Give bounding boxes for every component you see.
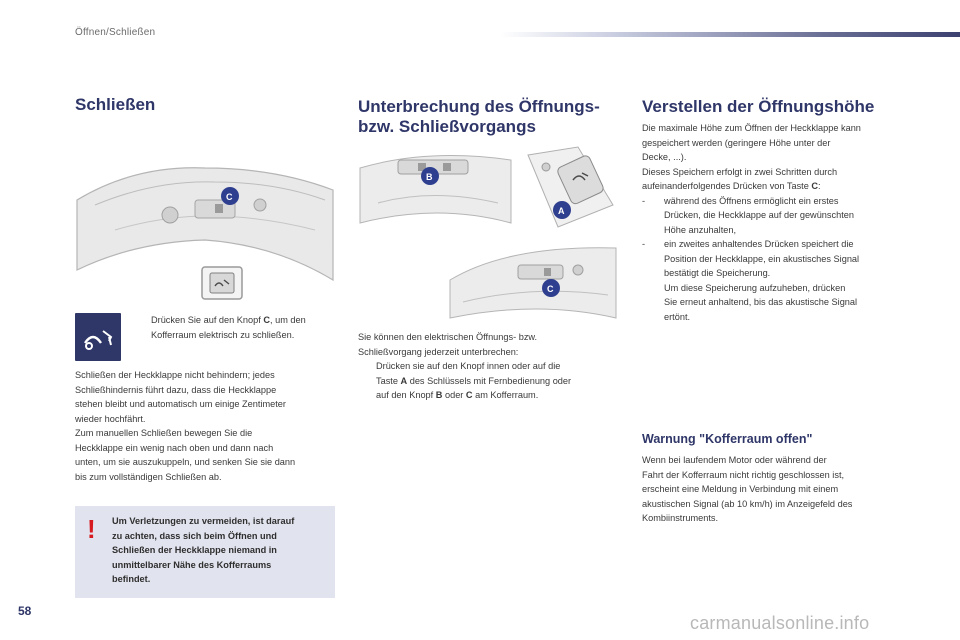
safety-warning-box — [75, 506, 335, 598]
col2-text: Sie können den elektrischen Öffnungs- bzw. Schließvorgang jederzeit unterbrechen: Drücken sie auf den Knopf innen oder auf die Taste A des Schlüssels mit Fernbedienung oder auf den Knopf B oder C am Kofferraum. — [358, 332, 572, 400]
header-bar — [500, 32, 960, 37]
tailgate-exterior-illustration-button-c — [448, 240, 618, 320]
col1-step: Drücken Sie auf den Knopf C, um den Kofferraum elektrisch zu schließen. — [133, 313, 338, 342]
label-c-text: C — [226, 192, 233, 202]
heading-schliessen: Schließen — [75, 95, 156, 114]
page-number: 58 — [18, 604, 32, 618]
heading-unterbrechung: Unterbrechung des Öffnungs- bzw. Schließvorgangs — [358, 97, 600, 136]
col3-warning-text: Wenn bei laufendem Motor oder während der Fahrt der Kofferraum nicht richtig geschlossen ist, erscheint eine Meldung in Verbindung mit einem akustischen Signal (ab 10 km/h) im Anzeigefeld des Kombiinstruments. — [642, 455, 853, 523]
heading-warnung: Warnung "Kofferraum offen" — [642, 432, 813, 446]
tailgate-interior-illustration-button-b — [358, 148, 513, 233]
close-tailgate-icon — [75, 313, 121, 361]
label-c2-text: C — [547, 284, 554, 294]
header-title: Öffnen/Schließen — [75, 27, 156, 38]
warning-icon: ! — [87, 514, 96, 544]
bullet-icon-2 — [358, 359, 376, 374]
label-a-text: A — [558, 206, 565, 216]
bullet-icon — [133, 313, 151, 328]
key-fob-illustration-button-a — [518, 145, 618, 230]
watermark: carmanualsonline.info — [690, 613, 870, 633]
label-b-text: B — [426, 172, 433, 182]
col3-text: Die maximale Höhe zum Öffnen der Heckklappe kann gespeichert werden (geringere Höhe unter der Decke, ...). Dieses Speichern erfolgt in zwei Schritten durch aufeinanderfolgendes Drücken von Taste C: - während des Öffnens ermöglicht ein erstes Drücken, die Heckklappe auf der gewünschten Höhe anzuhalten, - ein zweites anhaltendes Drücken speichert die Position der Heckklappe, ein akustisches Signal bestätigt die Speicherung. Um diese Speicherung aufzuheben, drücken Sie erneut anhaltend, bis das akustische Signal ertönt. — [642, 123, 861, 322]
safety-warning-text: Um Verletzungen zu vermeiden, ist darauf zu achten, dass sich beim Öffnen und Schließen der Heckklappe niemand in unmittelbarer Nähe des Kofferraums befindet. — [112, 516, 295, 584]
col1-paragraph: Schließen der Heckklappe nicht behindern; jedes Schließhindernis führt dazu, dass die Heckklappe stehen bleibt und automatisch um einige Zentimeter wieder hochfährt. Zum manuellen Schließen bewegen Sie die Heckklappe ein wenig nach oben und dann nach unten, um sie auszukuppeln, und senken Sie sie dann bis zum vollständigen Schließen ab. — [75, 370, 296, 482]
heading-verstellen: Verstellen der Öffnungshöhe — [642, 97, 875, 116]
tailgate-illustration-button-c — [75, 160, 335, 300]
